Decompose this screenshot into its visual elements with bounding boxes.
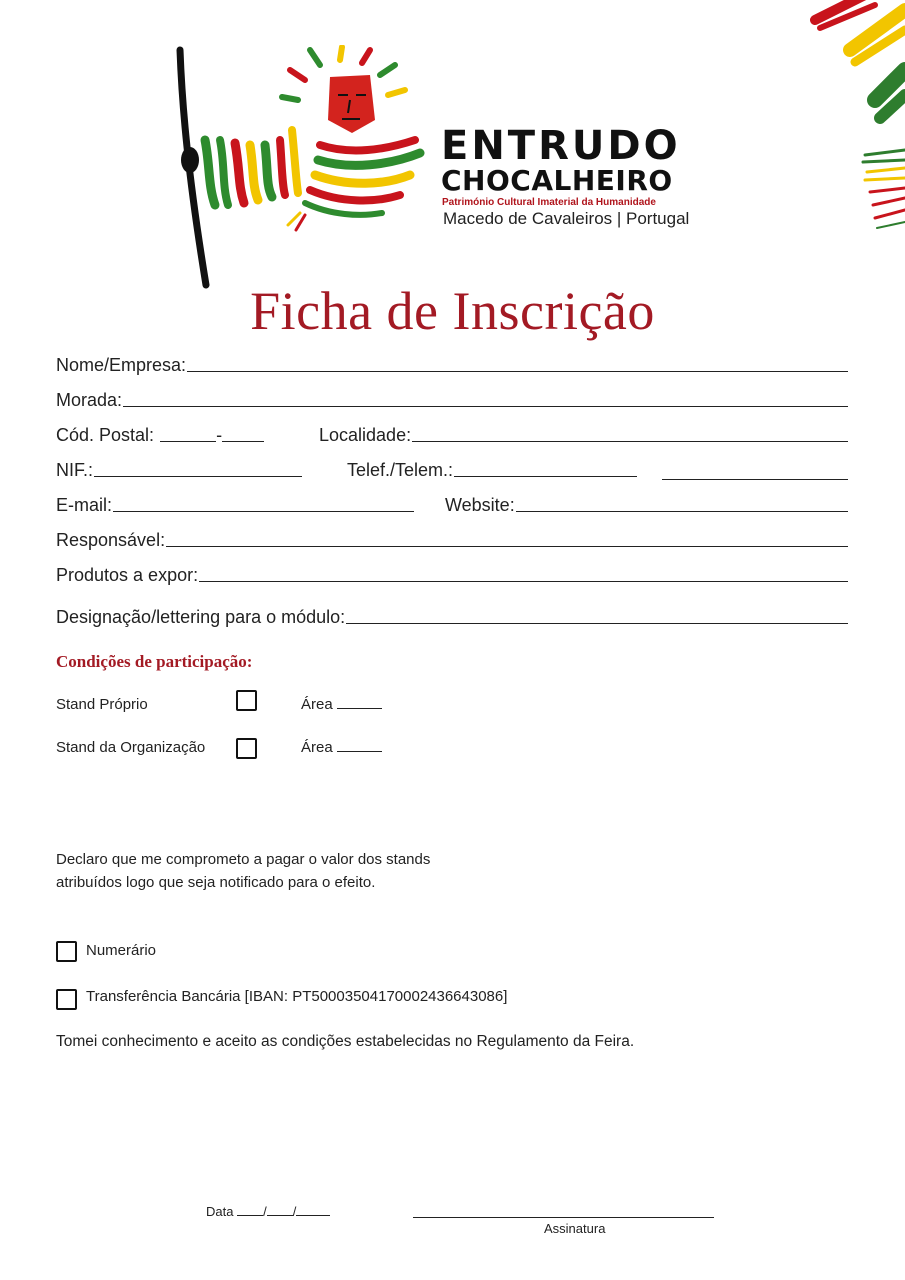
signature-label: Assinatura bbox=[544, 1221, 606, 1236]
field-cod-postal-label: Cód. Postal: bbox=[56, 425, 155, 445]
transferencia-label: Transferência Bancária [IBAN: PT50003504170002436643086] bbox=[86, 988, 508, 1005]
field-designacao[interactable] bbox=[56, 607, 848, 628]
stand-organizacao-label: Stand da Organização bbox=[56, 739, 206, 756]
declaration-line2: atribuídos logo que seja notificado para o efeito. bbox=[56, 874, 376, 891]
field-localidade-label: Localidade: bbox=[319, 425, 412, 445]
date-sep-2: / bbox=[292, 1204, 297, 1219]
stand-organizacao-area[interactable] bbox=[301, 739, 382, 756]
field-email-line[interactable] bbox=[113, 510, 414, 512]
field-nome[interactable] bbox=[56, 355, 848, 376]
date-day-line[interactable] bbox=[237, 1205, 263, 1216]
field-website[interactable] bbox=[445, 495, 848, 516]
stand-organizacao-checkbox[interactable] bbox=[236, 738, 257, 759]
field-responsavel[interactable] bbox=[56, 530, 848, 551]
field-website-label: Website: bbox=[445, 495, 515, 515]
field-cod-postal-part1[interactable] bbox=[160, 441, 216, 442]
field-cod-postal-part2[interactable] bbox=[222, 441, 264, 442]
corner-decoration-art bbox=[805, 0, 905, 240]
field-nome-line[interactable] bbox=[187, 370, 848, 372]
transferencia-checkbox[interactable] bbox=[56, 989, 77, 1010]
stand-proprio-area-label: Área bbox=[301, 696, 333, 713]
numerario-label: Numerário bbox=[86, 942, 157, 959]
numerario-checkbox[interactable] bbox=[56, 941, 77, 962]
date-month-line[interactable] bbox=[267, 1205, 293, 1216]
field-responsavel-label: Responsável: bbox=[56, 530, 166, 550]
field-telef-label: Telef./Telem.: bbox=[347, 460, 454, 480]
acceptance-text: Tomei conhecimento e aceito as condições estabelecidas no Regulamento da Feira. bbox=[56, 1033, 635, 1050]
field-designacao-label: Designação/lettering para o módulo: bbox=[56, 607, 346, 627]
stand-proprio-area-line[interactable] bbox=[337, 696, 382, 709]
field-nif-line[interactable] bbox=[94, 475, 302, 477]
field-telef[interactable] bbox=[347, 460, 637, 481]
field-website-line[interactable] bbox=[516, 510, 848, 512]
field-nif-label: NIF.: bbox=[56, 460, 94, 480]
field-morada-line[interactable] bbox=[123, 405, 848, 407]
field-nome-label: Nome/Empresa: bbox=[56, 355, 187, 375]
page-title: Ficha de Inscrição bbox=[250, 281, 655, 341]
brand-name-line1: ENTRUDO bbox=[441, 123, 681, 169]
field-morada[interactable] bbox=[56, 390, 848, 411]
stand-proprio-checkbox[interactable] bbox=[236, 690, 257, 711]
field-produtos-line[interactable] bbox=[199, 580, 848, 582]
field-localidade[interactable] bbox=[319, 425, 848, 446]
stand-organizacao-area-label: Área bbox=[301, 739, 333, 756]
stand-proprio-label: Stand Próprio bbox=[56, 696, 148, 713]
field-responsavel-line[interactable] bbox=[166, 545, 848, 547]
field-localidade-line[interactable] bbox=[412, 440, 848, 442]
logo-mask-icon bbox=[170, 45, 430, 290]
brand-name-line2: CHOCALHEIRO bbox=[441, 164, 673, 197]
field-cod-postal-sep: - bbox=[216, 425, 223, 445]
field-morada-label: Morada: bbox=[56, 390, 123, 410]
field-nif[interactable] bbox=[56, 460, 302, 481]
date-field[interactable] bbox=[206, 1204, 330, 1219]
field-produtos-label: Produtos a expor: bbox=[56, 565, 199, 585]
date-label: Data bbox=[206, 1204, 234, 1219]
field-cod-postal[interactable] bbox=[56, 425, 274, 446]
conditions-heading: Condições de participação: bbox=[56, 652, 253, 671]
field-telef-line[interactable] bbox=[454, 475, 637, 477]
field-email-label: E-mail: bbox=[56, 495, 113, 515]
stand-organizacao-area-line[interactable] bbox=[337, 739, 382, 752]
signature-line[interactable] bbox=[413, 1217, 714, 1218]
field-email[interactable] bbox=[56, 495, 414, 516]
field-telef-line-2[interactable] bbox=[662, 479, 848, 480]
date-year-line[interactable] bbox=[296, 1205, 330, 1216]
stand-proprio-area[interactable] bbox=[301, 696, 382, 713]
date-sep-1: / bbox=[263, 1204, 267, 1219]
field-produtos[interactable] bbox=[56, 565, 848, 586]
field-designacao-line[interactable] bbox=[346, 622, 848, 624]
brand-tagline: Património Cultural Imaterial da Humanidade bbox=[442, 197, 656, 208]
declaration-line1: Declaro que me comprometo a pagar o valor dos stands bbox=[56, 851, 431, 868]
brand-location: Macedo de Cavaleiros | Portugal bbox=[443, 209, 690, 228]
